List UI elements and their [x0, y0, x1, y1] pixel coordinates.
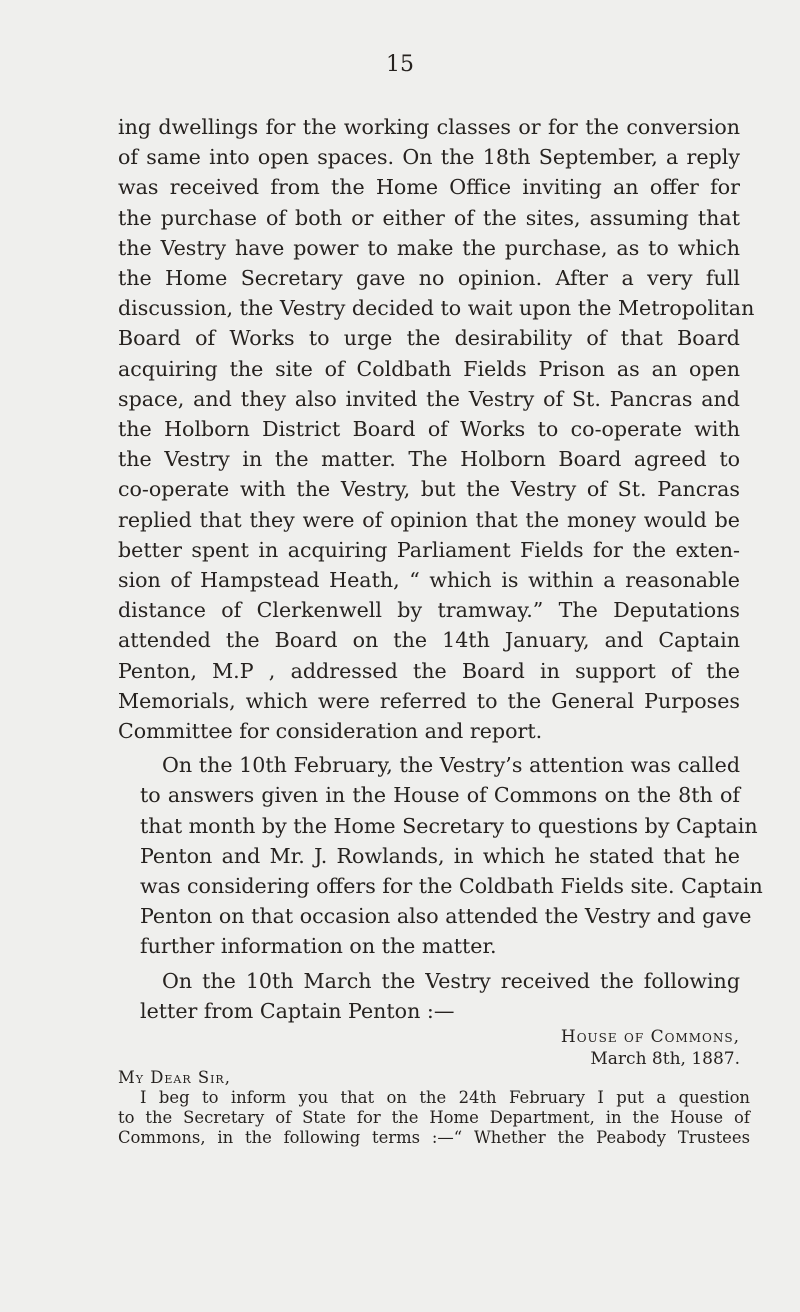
text-line: Penton on that occasion also attended the Vestry and gave [140, 904, 752, 929]
text-line: Board of Works to urge the desirability of that Board [118, 326, 740, 351]
text-line: the purchase of both or either of the sites, assuming that [118, 205, 740, 230]
text-line: acquiring the site of Coldbath Fields Prison as an open [118, 356, 740, 381]
page-number: 15 [386, 52, 414, 77]
paragraph-1 [118, 112, 755, 746]
text-line: that month by the Home Secretary to questions by Captain [140, 813, 758, 838]
letter-salutation: My Dear Sir, [118, 1068, 231, 1087]
text-line: to answers given in the House of Commons on the 8th of [140, 783, 740, 808]
text-line: On the 10th February, the Vestry’s attention was called [162, 753, 740, 778]
text-line: the Vestry have power to make the purchase, as to which [118, 235, 740, 260]
text-line: Penton, M.P , addressed the Board in support of the [118, 658, 740, 683]
text-line: distance of Clerkenwell by tramway.” The Deputations [118, 598, 740, 623]
text-line: of same into open spaces. On the 18th September, a reply [118, 145, 740, 170]
text-line: On the 10th March the Vestry received the following [162, 968, 740, 993]
letter-line: Commons, in the following terms :—“ Whether the Peabody Trustees [118, 1128, 750, 1147]
letter-line: I beg to inform you that on the 24th February I put a question [140, 1088, 750, 1107]
text-line: better spent in acquiring Parliament Fields for the exten- [118, 537, 740, 562]
text-line: Committee for consideration and report. [118, 719, 543, 744]
text-line: space, and they also invited the Vestry of St. Pancras and [118, 386, 740, 411]
text-line: further information on the matter. [140, 934, 497, 959]
text-line: Memorials, which were referred to the General Purposes [118, 688, 740, 713]
text-line: the Holborn District Board of Works to co-operate with [118, 417, 740, 442]
text-line: Penton and Mr. J. Rowlands, in which he stated that he [140, 843, 740, 868]
text-line: the Vestry in the matter. The Holborn Board agreed to [118, 447, 740, 472]
letter-date: March 8th, 1887. [590, 1049, 740, 1069]
text-line: ing dwellings for the working classes or for the conversion [118, 115, 740, 139]
text-line: was received from the Home Office inviting an offer for [118, 175, 740, 200]
text-line: sion of Hampstead Heath, “ which is within a reasonable [118, 568, 740, 593]
letter-address: House of Commons, [560, 1027, 740, 1047]
paragraph-3 [118, 966, 740, 1026]
text-line: replied that they were of opinion that the money would be [118, 507, 740, 532]
letter-body [118, 1068, 750, 1148]
body-text [118, 112, 763, 1026]
text-line: discussion, the Vestry decided to wait upon the Metropolitan [118, 296, 755, 321]
paragraph-2 [118, 750, 763, 961]
text-line: attended the Board on the 14th January, and Captain [118, 628, 740, 653]
letter-heading [561, 1026, 740, 1070]
text-line: co-operate with the Vestry, but the Vestry of St. Pancras [118, 477, 740, 502]
text-line: was considering offers for the Coldbath Fields site. Captain [140, 874, 763, 899]
text-line: the Home Secretary gave no opinion. After a very full [118, 266, 740, 291]
letter-line: to the Secretary of State for the Home Department, in the House of [118, 1108, 750, 1127]
text-line: letter from Captain Penton :— [140, 998, 455, 1023]
